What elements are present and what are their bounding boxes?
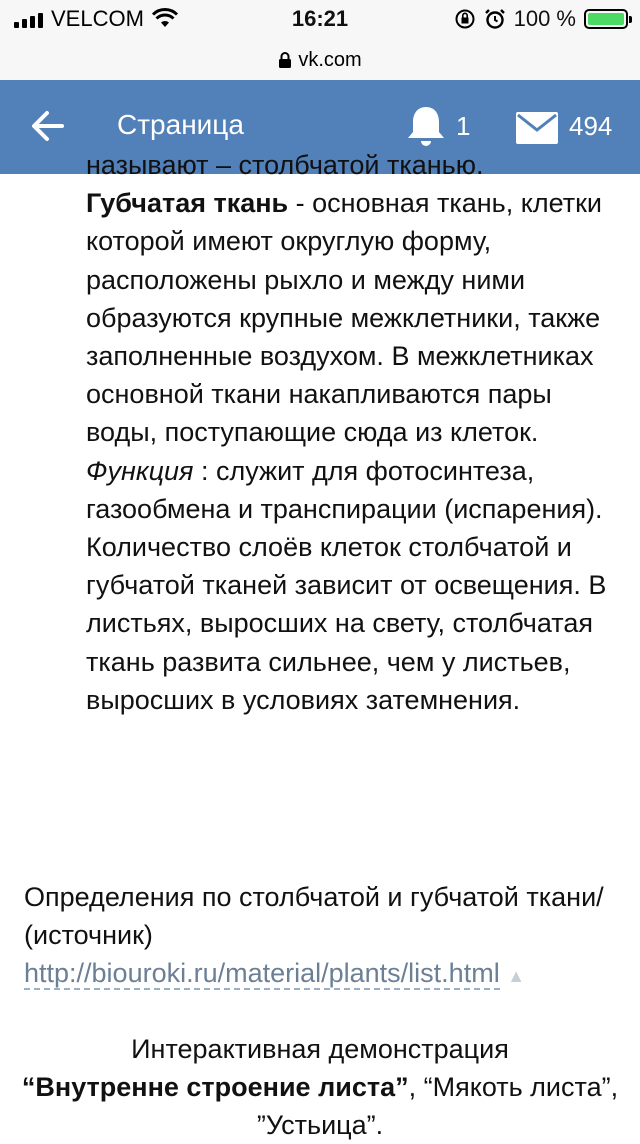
status-bar (0, 0, 640, 40)
spongy-tissue-term: Губчатая ткань (86, 188, 289, 219)
demo-titles (0, 1068, 640, 1144)
url-bar[interactable] (0, 40, 640, 80)
demo-block (0, 1030, 640, 1144)
status-right (454, 6, 628, 32)
partial-top-line: называют – столбчатой тканью. (86, 150, 484, 180)
article-content (0, 150, 640, 1140)
demo-heading: Интерактивная демонстрация (131, 1034, 509, 1064)
function-term: Функция (86, 455, 194, 486)
page-title: Страница (117, 109, 244, 140)
status-time: 16:21 (291, 6, 349, 31)
bell-icon[interactable] (402, 104, 450, 150)
url-domain: vk.com (298, 48, 362, 71)
battery-level-fill (588, 13, 624, 25)
battery-percent: 100 % (513, 6, 576, 31)
mail-icon[interactable] (514, 108, 560, 148)
spongy-tissue-paragraph (86, 184, 626, 719)
notifications-count[interactable]: 1 (456, 111, 471, 141)
source-link[interactable]: http://biouroki.ru/material/plants/list.html (24, 958, 500, 988)
demo-bold-title: “Внутренне строение листа” (21, 1072, 409, 1102)
paragraph-text-1: - основная ткань, клетки которой имеют округлую форму, расположены рыхло и между ними образуются крупные межклетники, также заполненные воздухом. В межклетниках основной ткани накапливаются пары воды, поступающие сюда из клеток. (86, 188, 603, 448)
definitions-block (24, 878, 624, 995)
alarm-icon (484, 8, 506, 30)
orientation-lock-icon (454, 8, 476, 30)
source-link-line (24, 954, 624, 995)
carrier-name: VELCOM (51, 6, 144, 31)
external-link-arrow-icon: ▲ (507, 966, 526, 986)
lock-icon (278, 51, 292, 69)
messages-count[interactable]: 494 (569, 111, 613, 141)
battery-icon (584, 9, 628, 29)
back-arrow-icon[interactable] (28, 104, 68, 148)
paragraph-text-2: : служит для фотосинтеза, газообмена и транспирации (испарения). Количество слоёв клеток столбчатой и губчатой тканей зависит от освещения. В листьях, выросших на свету, столбчатая ткань развита сильнее, чем у листьев, выросших в условиях затемнения. (86, 455, 607, 715)
definitions-text: Определения по столбчатой и губчатой ткани/ (источник) (24, 882, 604, 950)
demo-rest-titles: , “Мякоть листа”, ”Устьица”. (256, 1072, 619, 1140)
article-indented-block (86, 146, 626, 719)
